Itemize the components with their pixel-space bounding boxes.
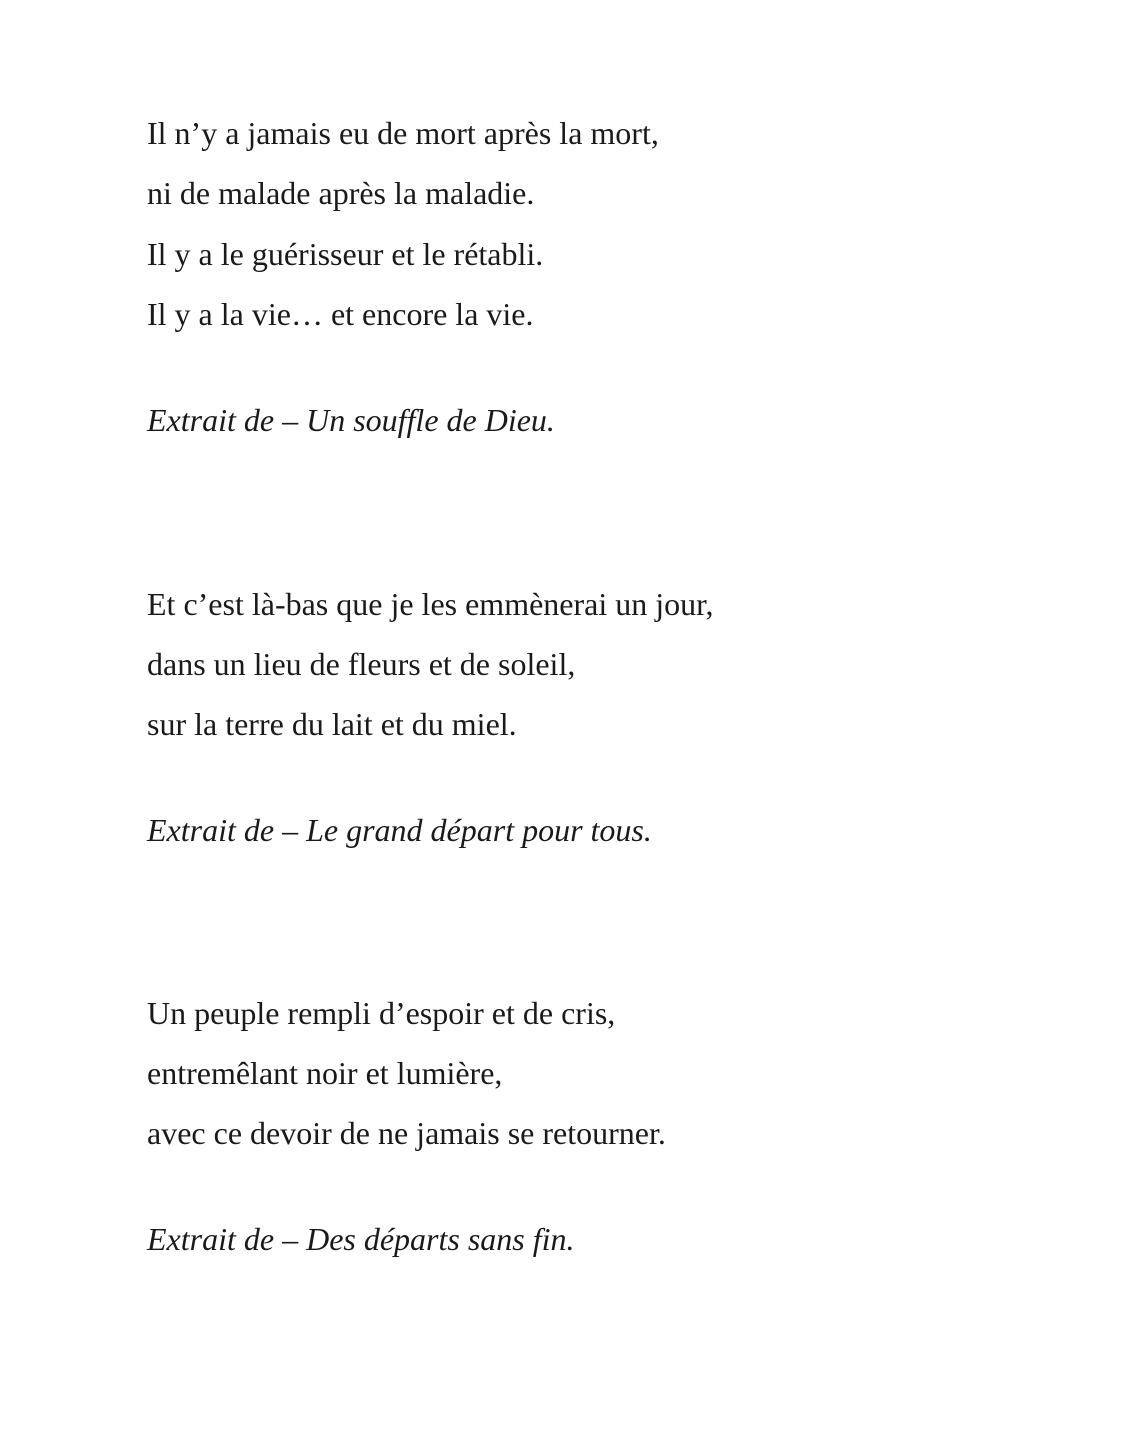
poem-line: Un peuple rempli d’espoir et de cris, xyxy=(147,995,616,1031)
poem-line: Il n’y a jamais eu de mort après la mort, xyxy=(147,115,659,151)
poem-line: avec ce devoir de ne jamais se retourner. xyxy=(147,1115,666,1151)
poem-line: Il y a la vie… et encore la vie. xyxy=(147,296,534,332)
poem-line: entremêlant noir et lumière, xyxy=(147,1055,503,1091)
excerpt-attribution: Extrait de – Le grand départ pour tous. xyxy=(147,812,652,848)
poem-line: sur la terre du lait et du miel. xyxy=(147,706,517,742)
poem-line: ni de malade après la maladie. xyxy=(147,175,535,211)
poem-line: Et c’est là-bas que je les emmènerai un jour, xyxy=(147,586,714,622)
excerpt-attribution: Extrait de – Un souffle de Dieu. xyxy=(147,402,555,438)
poem-line: dans un lieu de fleurs et de soleil, xyxy=(147,646,576,682)
excerpt-attribution: Extrait de – Des départs sans fin. xyxy=(147,1221,575,1257)
poem-line: Il y a le guérisseur et le rétabli. xyxy=(147,236,544,272)
